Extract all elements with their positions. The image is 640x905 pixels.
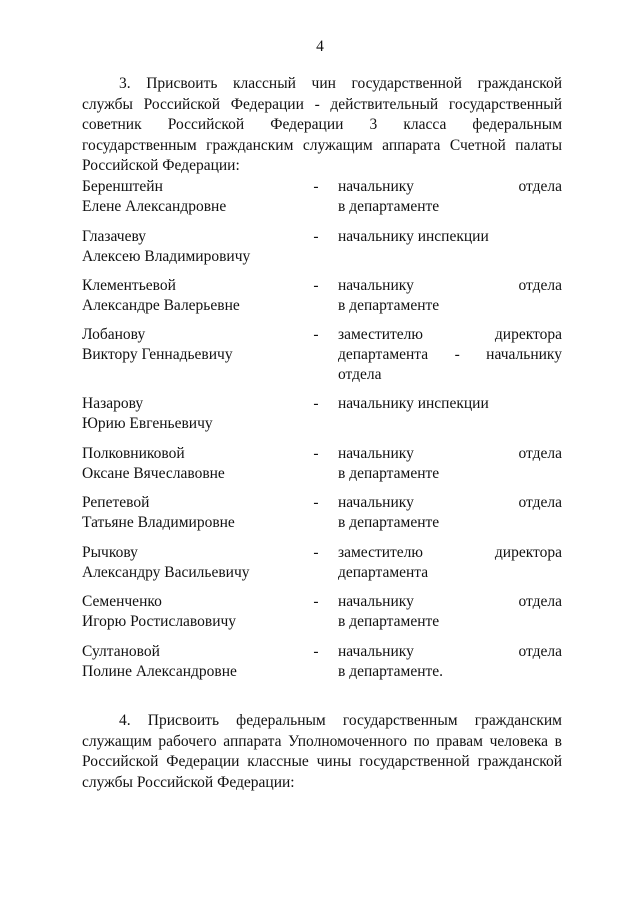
appointee-name [82,493,307,533]
appointee-given-name: Алексею Владимировичу [82,248,251,265]
paragraph-3-line: советник Российской Федерации 3 класса федеральным [82,116,562,133]
paragraph-3-line: 3. Присвоить классный чин государственной гражданской [119,75,562,92]
position-line: начальнику отдела [338,178,562,195]
appointee-given-name: Виктору Геннадьевичу [82,346,233,363]
paragraph-4-line: службы Российской Федерации: [82,773,295,791]
appointee-position [338,543,562,583]
appointee-given-name: Александре Валерьевне [82,297,240,314]
position-line: начальнику инспекции [338,395,489,412]
appointee-name [82,543,307,583]
appointee-surname: Лобанову [82,326,146,343]
appointee-name [82,276,307,316]
appointee-given-name: Александру Васильевичу [82,564,250,581]
entry-dash: - [313,228,319,245]
appointee-surname: Назарову [82,395,144,412]
appointee-position [338,394,562,414]
paragraph-4 [82,711,562,793]
paragraph-3-line: Российской Федерации: [82,157,240,174]
appointee-name [82,592,307,632]
position-line: начальнику отдела [338,277,562,294]
position-line: в департаменте [338,297,440,314]
appointee-position [338,276,562,316]
entry-dash: - [313,395,319,412]
position-line: в департаменте [338,514,440,531]
appointee-given-name: Татьяне Владимировне [82,514,235,531]
appointee-surname: Репетевой [82,494,150,511]
appointee-surname: Семенченко [82,593,162,610]
position-line: начальнику инспекции [338,228,489,245]
appointee-position [338,493,562,533]
appointee-surname: Султановой [82,643,160,660]
appointee-surname: Рычкову [82,544,138,561]
appointee-position [338,642,562,682]
appointee-given-name: Полине Александровне [82,663,237,680]
paragraph-3-line: государственным гражданским служащим аппарата Счетной палаты [82,136,562,154]
appointee-name [82,394,307,434]
position-line: заместителю директора [338,326,562,343]
entry-dash: - [313,445,319,462]
position-line: в департаменте [338,465,440,482]
position-line: отдела [338,366,382,383]
appointee-surname: Беренштейн [82,178,163,195]
appointee-given-name: Игорю Ростиславовичу [82,613,237,630]
position-line: в департаменте [338,613,440,630]
position-line: начальнику отдела [338,593,562,610]
appointee-name [82,444,307,484]
appointee-surname: Клементьевой [82,277,176,294]
position-line: начальнику отдела [338,445,562,462]
appointee-position [338,227,562,247]
entry-dash: - [313,593,319,610]
position-line: начальнику отдела [338,494,562,511]
position-line: начальнику отдела [338,643,562,660]
appointee-name [82,227,307,267]
page-number: 4 [316,38,324,55]
position-line: департамента [338,564,429,581]
appointee-given-name: Елене Александровне [82,198,227,215]
appointee-surname: Полковниковой [82,445,185,462]
appointee-surname: Глазачеву [82,228,147,245]
appointee-name [82,325,307,365]
appointee-position [338,592,562,632]
appointee-given-name: Юрию Евгеньевичу [82,415,213,432]
entry-dash: - [313,277,319,294]
appointee-name [82,642,307,682]
entry-dash: - [313,178,319,195]
paragraph-4-line: 4. Присвоить федеральным государственным гражданским [119,712,562,729]
entry-dash: - [313,494,319,511]
entry-dash: - [313,643,319,660]
paragraph-3-line: службы Российской Федерации - действительный государственный [82,95,562,113]
appointee-position [338,444,562,484]
paragraph-3 [82,74,562,177]
position-line: департамента - начальнику [338,346,562,363]
paragraph-4-line: Российской Федерации классные чины государственной гражданской [82,753,562,770]
entry-dash: - [313,544,319,561]
position-line: заместителю директора [338,544,562,561]
position-line: в департаменте [338,198,440,215]
appointee-given-name: Оксане Вячеславовне [82,465,225,482]
paragraph-4-line: служащим рабочего аппарата Уполномоченного по правам человека в [82,732,562,750]
position-line: в департаменте. [338,663,444,680]
entry-dash: - [313,326,319,343]
appointee-position [338,325,562,385]
appointee-name [82,177,307,217]
appointee-position [338,177,562,217]
